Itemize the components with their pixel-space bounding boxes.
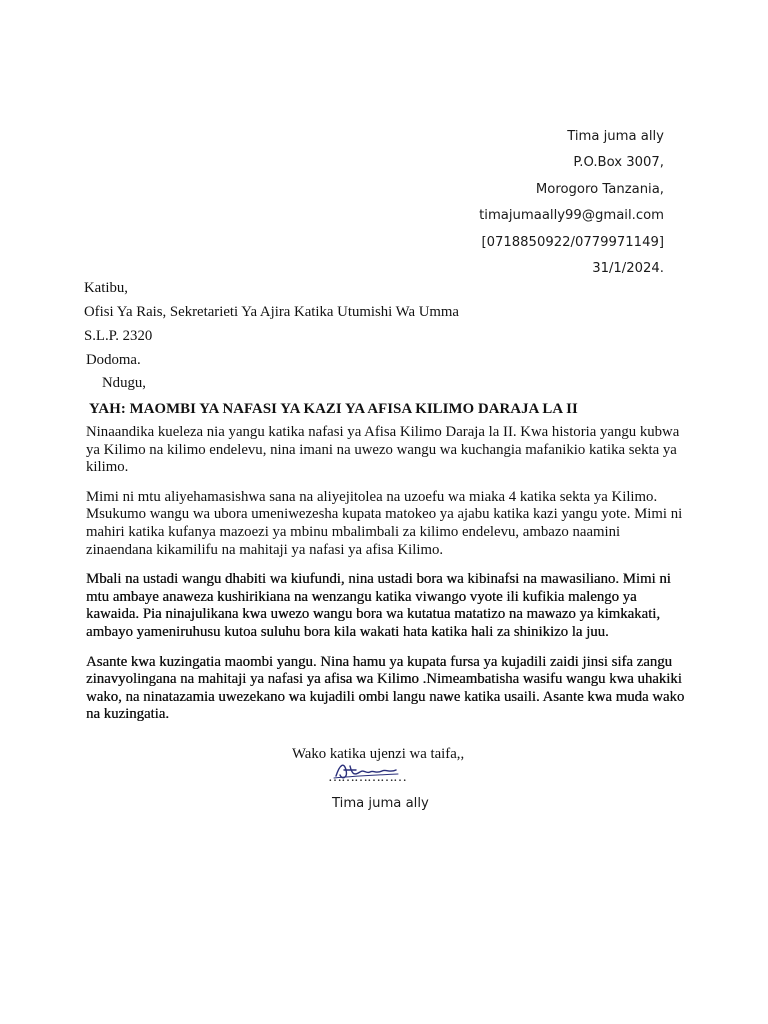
letter-body — [86, 424, 688, 736]
body-paragraph-4: Asante kwa kuzingatia maombi yangu. Nina hamu ya kupata fursa ya kujadili zaidi jinsi sifa zangu zinavyolingana na mahitaji ya nafasi ya afisa wa Kilimo .Nimeambatisha wasifu wangu kwa uhakiki wako, na ninatazamia uwezekano wa kujadili ombi langu nawe katika usaili. Asante kwa muda wako na kuzingatia. — [86, 653, 685, 723]
greeting: Ndugu, — [102, 375, 146, 391]
recipient-address-block — [84, 276, 644, 368]
letter-subject: YAH: MAOMBI YA NAFASI YA KAZI YA AFISA KILIMO DARAJA LA II — [89, 401, 578, 417]
recipient-title: Katibu, — [84, 280, 128, 296]
signatory-name: Tima juma ally — [332, 796, 429, 811]
sender-email: timajumaally99@gmail.com — [479, 208, 664, 224]
sender-address-block — [479, 124, 664, 282]
body-paragraph-2: Mimi ni mtu aliyehamasishwa sana na aliyejitolea na uzoefu wa miaka 4 katika sekta ya Kilimo. Msukumo wangu wa ubora umeniwezesha kupata matokeo ya ajabu katika kazi yangu yote. Mimi ni mahiri katika kufanya mazoezi ya mbinu mbalimbali za kilimo endelevu, ambazo naamini zinaendana kikamilifu na mahitaji ya nafasi ya afisa Kilimo. — [86, 488, 683, 558]
closing-salutation: Wako katika ujenzi wa taifa,, — [292, 746, 465, 762]
body-paragraph-3: Mbali na ustadi wangu dhabiti wa kiufundi, nina ustadi bora wa kibinafsi na mawasiliano. Mimi ni mtu ambaye anaweza kushirikiana na wenzangu katika viwango vyote ili kufikia malengo ya kawaida. Pia ninajulikana kwa uwezo wangu bora wa kutatua matatizo na mawazo ya kimkakati, ambayo yameniruhusu kutoa suluhu bora kila wakati hata katika hali za shinikizo la juu. — [86, 571, 671, 640]
letter-date: 31/1/2024. — [592, 261, 664, 277]
sender-location: Morogoro Tanzania, — [535, 181, 664, 197]
sender-phones: [0718850922/0779971149] — [481, 234, 664, 250]
recipient-pobox: S.L.P. 2320 — [84, 328, 153, 344]
recipient-city: Dodoma. — [86, 352, 141, 368]
sender-name: Tima juma ally — [567, 129, 664, 144]
signature-block — [326, 758, 422, 788]
signature-dots: ……………… — [328, 770, 406, 785]
body-paragraph-1: Ninaandika kueleza nia yangu katika nafasi ya Afisa Kilimo Daraja la II. Kwa historia yangu kubwa ya Kilimo na kilimo endelevu, nina imani na uwezo wangu wa kuchangia mafanikio katika sekta ya kilimo. — [86, 424, 680, 476]
recipient-office: Ofisi Ya Rais, Sekretarieti Ya Ajira Katika Utumishi Wa Umma — [84, 304, 460, 320]
sender-pobox: P.O.Box 3007, — [573, 155, 664, 171]
